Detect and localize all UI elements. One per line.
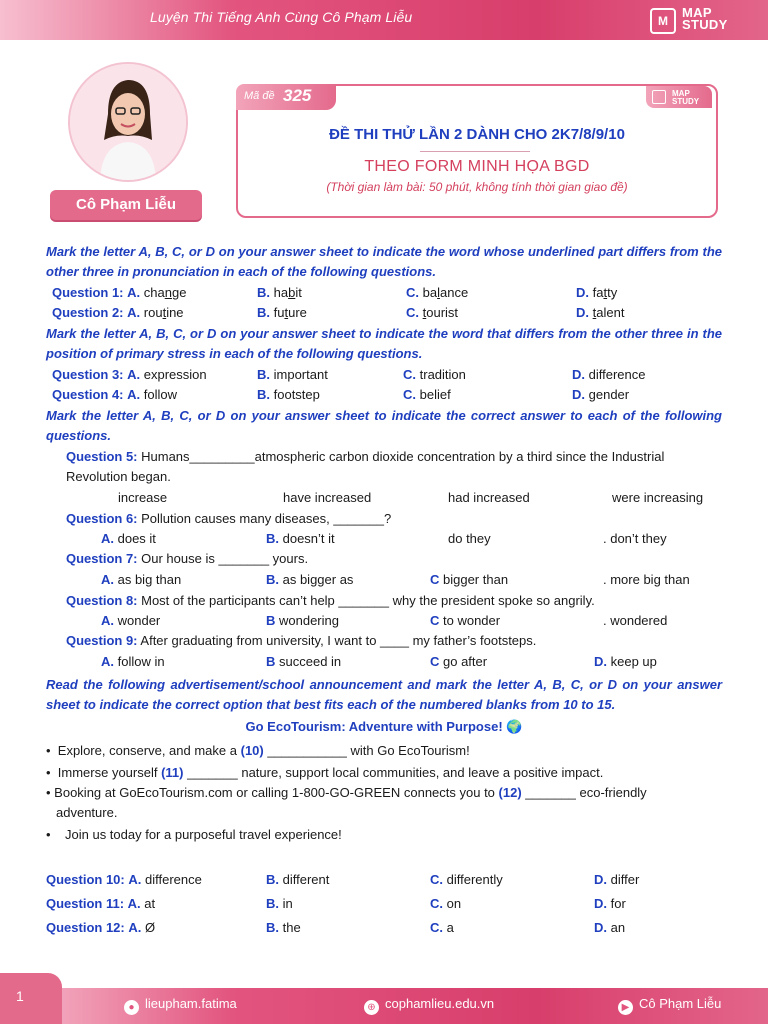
q1-option-b: B. habit	[257, 285, 302, 300]
ad-bullet-3-line2: adventure.	[56, 805, 118, 820]
q7-option-d: . more big than	[603, 572, 690, 587]
question-10: Question 10: A. difference	[46, 872, 202, 887]
instruction-correct-answer: Mark the letter A, B, C, or D on your answer sheet to indicate the correct answer to each of the following questions.	[46, 408, 722, 443]
q11-option-b: B. in	[266, 896, 293, 911]
instruction-advertisement: Read the following advertisement/school announcement and mark the letter A, B, C, or D on your answer sheet to indicate the correct option that best fits each of the numbered blanks from 10 to 15.	[46, 677, 722, 712]
globe-icon: ⊕	[364, 1000, 379, 1015]
q9-option-b: B succeed in	[266, 654, 342, 669]
globe-icon: 🌍	[506, 719, 523, 734]
question-4: Question 4: A. follow	[52, 387, 178, 402]
title-divider	[420, 151, 530, 152]
q9-option-d: D. keep up	[594, 654, 657, 669]
exam-code-label: Mã đề	[244, 90, 275, 102]
q11-option-d: D. for	[594, 896, 626, 911]
question-9: Question 9: After graduating from university, I want to ____ my father’s footsteps.	[66, 633, 537, 648]
q2-option-c: C. tourist	[406, 305, 459, 320]
instruction-pronunciation: Mark the letter A, B, C, or D on your answer sheet to indicate the word whose underlined part differs from the other three in pronunciation in each of the following questions.	[46, 244, 722, 279]
teacher-name-badge: Cô Phạm Liễu	[50, 190, 202, 220]
question-5: Question 5: Humans_________atmospheric carbon dioxide concentration by a third since the Industrial	[66, 449, 665, 464]
ad-bullet-3: • Booking at GoEcoTourism.com or calling 1-800-GO-GREEN connects you to (12) _______ eco-friendly	[46, 785, 647, 800]
q12-option-c: C. a	[430, 920, 454, 935]
page-number-tab	[0, 973, 62, 1024]
ad-bullet-4: • Join us today for a purposeful travel experience!	[46, 827, 342, 842]
teacher-photo	[68, 62, 188, 182]
question-8: Question 8: Most of the participants can’t help _______ why the president spoke so angrily.	[66, 593, 595, 608]
question-2: Question 2: A. routine	[52, 305, 184, 320]
q1-option-d: D. fatty	[576, 285, 618, 300]
q6-option-b: B. doesn’t it	[266, 531, 335, 546]
header-title: Luyện Thi Tiếng Anh Cùng Cô Phạm Liễu	[150, 9, 413, 25]
page-number: 1	[16, 988, 24, 1004]
q5-option-a: increase	[118, 490, 168, 505]
q5-option-d: were increasing	[612, 490, 704, 505]
footer-youtube[interactable]: ▶ Cô Phạm Liễu	[618, 996, 721, 1015]
question-5-line2: Revolution began.	[66, 469, 171, 484]
footer-website[interactable]: ⊕ cophamlieu.edu.vn	[364, 996, 494, 1015]
q11-option-c: C. on	[430, 896, 462, 911]
q4-option-c: C. belief	[403, 387, 451, 402]
q6-option-a: A. does it	[101, 531, 156, 546]
q3-option-c: C. tradition	[403, 367, 466, 382]
exam-code: 325	[283, 86, 312, 105]
question-11: Question 11: A. at	[46, 896, 156, 911]
q8-option-b: B wondering	[266, 613, 339, 628]
teacher-portrait-icon	[70, 64, 186, 180]
question-1: Question 1: A. change	[52, 285, 187, 300]
q5-option-c: had increased	[448, 490, 530, 505]
user-icon: ●	[124, 1000, 139, 1015]
exam-title: ĐỀ THI THỬ LẦN 2 DÀNH CHO 2K7/8/9/10	[329, 126, 625, 143]
q9-option-c: C go after	[430, 654, 488, 669]
map-study-logo-text: MAP STUDY	[682, 5, 728, 32]
q8-option-a: A. wonder	[101, 613, 161, 628]
ad-bullet-1: • Explore, conserve, and make a (10) ___________ with Go EcoTourism!	[46, 743, 470, 758]
ad-bullet-2: • Immerse yourself (11) _______ nature, support local communities, and leave a positive impact.	[46, 765, 604, 780]
question-6: Question 6: Pollution causes many diseases, _______?	[66, 511, 392, 526]
q10-option-b: B. different	[266, 872, 330, 887]
q10-option-d: D. differ	[594, 872, 640, 887]
q4-option-d: D. gender	[572, 387, 630, 402]
map-study-logo-icon: M	[650, 8, 676, 34]
q6-option-d: . don’t they	[603, 531, 667, 546]
exam-time-note: (Thời gian làm bài: 50 phút, không tính thời gian giao đề)	[326, 180, 628, 194]
exam-code-badge	[236, 84, 336, 110]
question-7: Question 7: Our house is _______ yours.	[66, 551, 309, 566]
q9-option-a: A. follow in	[101, 654, 165, 669]
q12-option-b: B. the	[266, 920, 301, 935]
q7-option-b: B. as bigger as	[266, 572, 354, 587]
q12-option-d: D. an	[594, 920, 626, 935]
exam-subtitle: THEO FORM MINH HỌA BGD	[364, 158, 590, 175]
map-study-small-icon	[652, 90, 666, 104]
q1-option-c: C. balance	[406, 285, 469, 300]
card-logo: MAP STUDY	[646, 86, 712, 108]
q6-option-c: do they	[448, 531, 491, 546]
q2-option-b: B. future	[257, 305, 307, 320]
q7-option-c: C bigger than	[430, 572, 509, 587]
q10-option-c: C. differently	[430, 872, 503, 887]
question-3: Question 3: A. expression	[52, 367, 207, 382]
q3-option-b: B. important	[257, 367, 328, 382]
q2-option-d: D. talent	[576, 305, 625, 320]
q7-option-a: A. as big than	[101, 572, 182, 587]
q8-option-c: C to wonder	[430, 613, 501, 628]
q4-option-b: B. footstep	[257, 387, 320, 402]
youtube-icon: ▶	[618, 1000, 633, 1015]
q3-option-d: D. difference	[572, 367, 646, 382]
q8-option-d: . wondered	[603, 613, 668, 628]
footer-facebook[interactable]: ● lieupham.fatima	[124, 996, 237, 1015]
ad-title: Go EcoTourism: Adventure with Purpose! 🌍	[245, 719, 523, 734]
instruction-stress: Mark the letter A, B, C, or D on your answer sheet to indicate the word that differs from the other three in the position of primary stress in each of the following questions.	[46, 326, 722, 361]
question-12: Question 12: A. Ø	[46, 920, 156, 935]
q5-option-b: have increased	[283, 490, 372, 505]
